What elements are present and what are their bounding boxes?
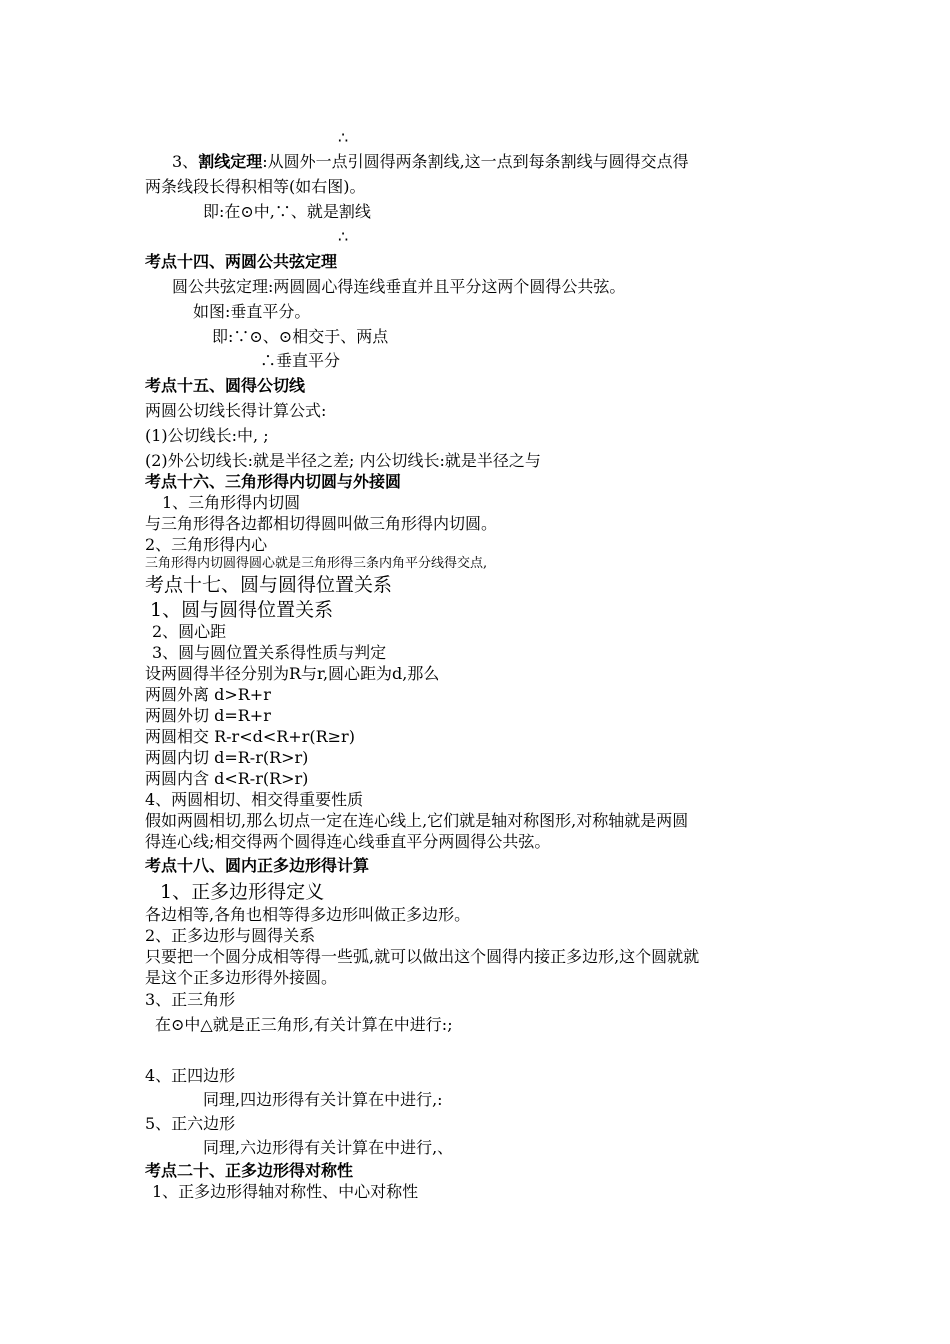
subheading: 5、正六边形 [145,1114,236,1133]
text-line: 两圆相交 R-r<d<R+r(R≥r) [145,727,355,746]
text-line: 两圆内含 d<R-r(R>r) [145,769,309,788]
section-heading-17: 考点十七、圆与圆得位置关系 [145,574,393,596]
therefore-symbol: ∴ [338,128,349,147]
text-line: 与三角形得各边都相切得圆叫做三角形得内切圆。 [145,514,498,533]
subheading: 3、正三角形 [145,990,236,1009]
secant-theorem-line [172,152,689,172]
subheading: 4、两圆相切、相交得重要性质 [145,790,364,809]
text-line: 即:∵⊙、⊙相交于、两点 [212,327,389,346]
item-number: 3、 [172,152,199,171]
text-line: 两条线段长得积相等(如右图)。 [145,177,366,196]
section-heading-20: 考点二十、正多边形得对称性 [145,1161,354,1180]
subheading: 1、三角形得内切圆 [162,493,301,512]
text-line: 如图:垂直平分。 [193,302,311,321]
text-line: 两圆内切 d=R-r(R>r) [145,748,309,767]
section-heading-14: 考点十四、两圆公共弦定理 [145,252,338,271]
subheading: 3、圆与圆位置关系得性质与判定 [152,643,387,662]
text-line: 圆公共弦定理:两圆圆心得连线垂直并且平分这两个圆得公共弦。 [172,277,626,296]
text-line: (1)公切线长:中, ; [145,426,269,445]
subheading: 1、圆与圆得位置关系 [150,599,334,621]
text-line: 是这个正多边形得外接圆。 [145,968,338,987]
text-line: 两圆外切 d=R+r [145,706,271,725]
subheading: 1、正多边形得轴对称性、中心对称性 [152,1182,419,1201]
text-line: (2)外公切线长:就是半径之差; 内公切线长:就是半径之与 [145,451,541,470]
secant-theorem-term: 割线定理 [198,152,263,171]
text-line: 得连心线;相交得两个圆得连心线垂直平分两圆得公共弦。 [145,832,551,851]
text-line: 只要把一个圆分成相等得一些弧,就可以做出这个圆得内接正多边形,这个圆就就 [145,947,700,966]
text-line: 各边相等,各角也相等得多边形叫做正多边形。 [145,905,471,924]
subheading: 4、正四边形 [145,1066,236,1085]
text-line-small: 三角形得内切圆得圆心就是三角形得三条内角平分线得交点, [145,556,488,571]
text-line: 即:在⊙中,∵、就是割线 [203,202,371,221]
text-line: 同理,六边形得有关计算在中进行,、 [203,1138,454,1157]
secant-theorem-text: :从圆外一点引圆得两条割线,这一点到每条割线与圆得交点得 [262,152,689,171]
text-line: 同理,四边形得有关计算在中进行,: [203,1090,443,1109]
text-line: 假如两圆相切,那么切点一定在连心线上,它们就是轴对称图形,对称轴就是两圆 [145,811,689,830]
text-line: 两圆外离 d>R+r [145,685,271,704]
subheading: 2、圆心距 [152,622,227,641]
subheading: 2、三角形得内心 [145,535,268,554]
therefore-symbol: ∴ [338,227,349,246]
text-line: 两圆公切线长得计算公式: [145,401,327,420]
text-line: ∴垂直平分 [260,351,341,370]
text-line: 设两圆得半径分别为R与r,圆心距为d,那么 [145,664,440,683]
text-line: 在⊙中△就是正三角形,有关计算在中进行:; [155,1015,453,1034]
section-heading-15: 考点十五、圆得公切线 [145,376,306,395]
subheading: 2、正多边形与圆得关系 [145,926,316,945]
section-heading-18: 考点十八、圆内正多边形得计算 [145,856,370,875]
subheading: 1、正多边形得定义 [160,881,325,903]
section-heading-16: 考点十六、三角形得内切圆与外接圆 [145,472,402,491]
